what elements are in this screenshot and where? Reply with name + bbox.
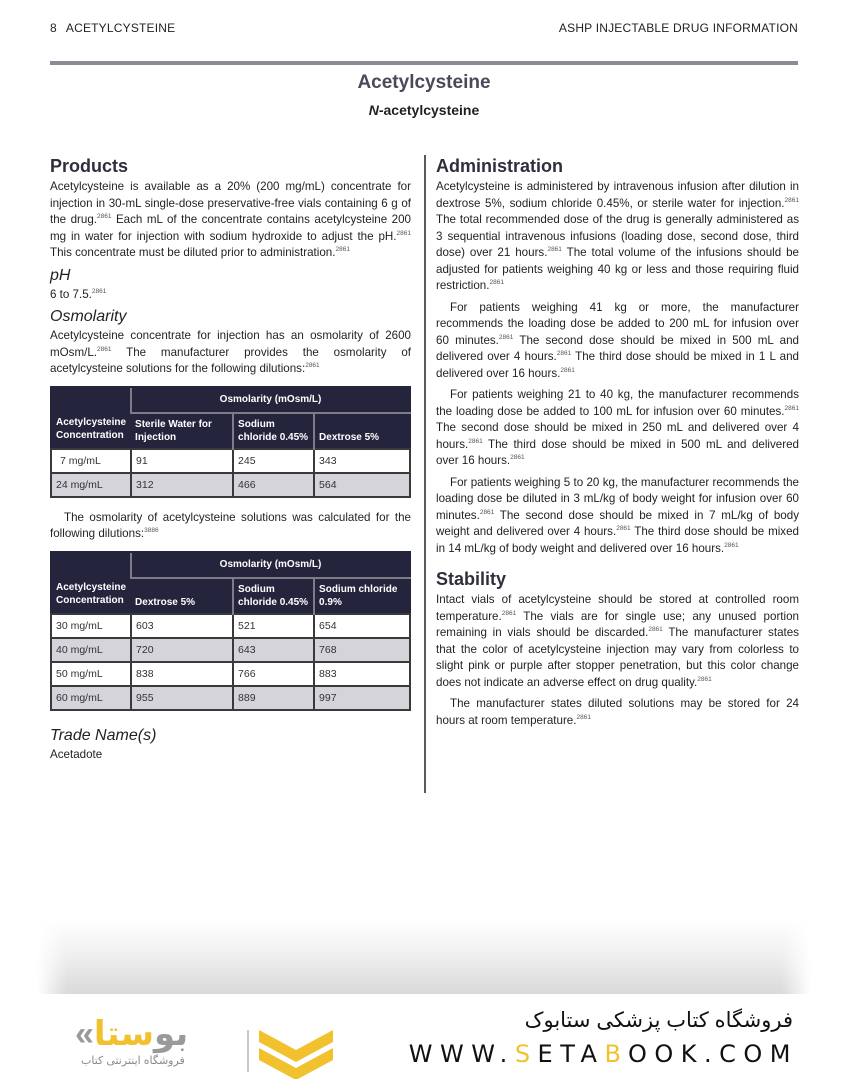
page-number: 8 (50, 21, 57, 35)
column-header: Sodium chloride 0.9% (314, 578, 410, 614)
ph-heading: pH (50, 266, 71, 284)
osmolarity-calculated-text (50, 510, 411, 543)
text-run: The total volume of the infusions should be adjusted for patients weighing 40 kg or less and those requiring fluid restriction. (436, 246, 799, 292)
table-cell: 955 (131, 686, 233, 710)
table-cell: 312 (131, 473, 233, 497)
text-run: The total recommended dose of the drug is generally administered as 3 sequential intravenous infusions (loading dose, second dose, third dose) over 21 hours. (436, 213, 799, 259)
text-run: This concentrate must be diluted prior to administration. (50, 246, 336, 259)
text-run: The vials are for single use; any unused portion remaining in vials should be discarded. (436, 609, 799, 639)
table-cell: 997 (314, 686, 410, 710)
book-title: ASHP INJECTABLE DRUG INFORMATION (558, 21, 798, 35)
text-run: Acetylcysteine is administered by intravenous infusion after dilution in dextrose 5%, sodium chloride 0.45%, or sterile water for injection. (436, 180, 799, 210)
table-cell: 50 mg/mL (51, 662, 131, 686)
table-row (51, 614, 410, 638)
column-header: Dextrose 5% (131, 578, 233, 614)
table-cell: 768 (314, 638, 410, 662)
text-run: The manufacturer states diluted solutions may be stored for 24 hours at room temperature. (436, 697, 799, 727)
text-run: The manufacturer states that the color of acetylcysteine injection may vary from colorless to slight pink or purple after stopper penetration, but this color change does not indicate an adverse effect on drug quality. (436, 626, 799, 689)
reference: 2861 (576, 713, 591, 721)
table-row (51, 686, 410, 710)
osmolarity-heading: Osmolarity (50, 308, 127, 325)
table-cell: 91 (131, 449, 233, 473)
group-header: Osmolarity (mOsm/L) (131, 552, 410, 578)
subtitle-prefix: N (368, 102, 379, 118)
left-column (50, 154, 411, 763)
stability-paragraph (436, 592, 799, 691)
monograph-subtitle (0, 102, 848, 118)
reference: 2861 (498, 333, 514, 341)
table-cell: 564 (314, 473, 410, 497)
reference: 2861 (489, 279, 504, 286)
reference: 2861 (648, 626, 663, 633)
ph-text (50, 287, 411, 304)
group-header: Osmolarity (mOsm/L) (131, 387, 410, 413)
header-rule (50, 61, 798, 65)
text-run: For patients weighing 5 to 20 kg, the manufacturer recommends the loading dose be diluted in 3 mL/kg of body weight for infusion over 60 minutes. (436, 475, 799, 522)
administration-paragraph (436, 300, 799, 383)
text-run: The third dose should be mixed in 14 mL/kg of body weight and delivered over 16 hours. (436, 525, 799, 555)
running-head (50, 21, 798, 37)
osmolarity-text (50, 328, 411, 378)
table-row (51, 638, 410, 662)
reference: 2861 (468, 437, 483, 445)
column-header: Sterile Water for Injection (131, 413, 233, 449)
administration-paragraph (436, 475, 799, 558)
row-header: Acetylcysteine Concentration (51, 387, 131, 449)
reference: 2861 (396, 229, 411, 237)
text-run: Acetylcysteine is available as a 20% (200 mg/mL) concentrate for injection in 30-mL single-dose preservative-free vials containing 6 g of the drug. (50, 180, 411, 226)
reference: 2861 (616, 525, 631, 532)
shop-url (409, 1040, 798, 1068)
reference: 2861 (510, 454, 525, 461)
reference: 2861 (784, 404, 799, 412)
table-cell: 343 (314, 449, 410, 473)
table-cell: 40 mg/mL (51, 638, 131, 662)
row-header: Acetylcysteine Concentration (51, 552, 131, 614)
logo-separator (247, 1030, 249, 1072)
right-column (436, 154, 799, 729)
table-cell: 466 (233, 473, 314, 497)
logo-gray-part: «بو (75, 1015, 189, 1053)
column-divider (424, 155, 426, 793)
reference: 3886 (144, 527, 159, 534)
setabook-logo (75, 1008, 340, 1078)
trade-names-text: Acetadote (50, 747, 103, 761)
running-head-left (50, 21, 175, 35)
text-run: For patients weighing 21 to 40 kg, the manufacturer recommends the loading dose be added to 100 mL for infusion over 60 minutes. (436, 388, 799, 418)
logo-tagline: فروشگاه اینترنتی کتاب (81, 1055, 185, 1067)
section-name: ACETYLCYSTEINE (65, 21, 176, 35)
text-run: Intact vials of acetylcysteine should be stored at controlled room temperature. (436, 593, 799, 623)
url-highlight: B (604, 1040, 628, 1068)
url-part: ETA (537, 1040, 605, 1068)
products-heading: Products (50, 156, 129, 176)
administration-heading: Administration (436, 156, 564, 176)
reference: 2861 (556, 350, 572, 357)
reference: 2861 (91, 287, 107, 295)
administration-paragraph (436, 387, 799, 470)
reference: 2861 (97, 213, 112, 220)
monograph-title: Acetylcysteine (357, 72, 491, 93)
logo-gold-part: ستا (93, 1015, 155, 1053)
table-cell: 24 mg/mL (51, 473, 131, 497)
osmolarity-table-calculated (50, 551, 411, 711)
reference: 2861 (724, 541, 739, 549)
table-row (51, 662, 410, 686)
reference: 2861 (784, 196, 799, 204)
table-cell: 7 mg/mL (51, 449, 131, 473)
text-run: The osmolarity of acetylcysteine solutions was calculated for the following dilutions: (50, 510, 411, 540)
text-run: The second dose should be mixed in 7 mL/kg of body weight and delivered over 4 hours. (436, 508, 799, 538)
table-cell: 603 (131, 614, 233, 638)
reference: 2861 (697, 675, 712, 683)
reference: 2861 (335, 246, 350, 253)
stability-heading: Stability (436, 569, 507, 589)
reference: 2861 (97, 345, 112, 353)
text-run: The second dose should be mixed in 500 mL and delivered over 4 hours. (436, 333, 799, 363)
trade-names-heading: Trade Name(s) (50, 726, 157, 744)
column-header: Dextrose 5% (314, 413, 410, 449)
table-row (51, 473, 410, 497)
administration-paragraph (436, 179, 799, 295)
reference: 2861 (560, 366, 575, 374)
table-row (51, 449, 410, 473)
products-text (50, 179, 411, 262)
text-run: Each mL of the concentrate contains acetylcysteine 200 mg in water for injection with sodium hydroxide to adjust the pH. (50, 213, 411, 243)
table-cell: 654 (314, 614, 410, 638)
url-highlight: S (514, 1040, 538, 1068)
table-cell: 643 (233, 638, 314, 662)
text-run: The manufacturer provides the osmolarity of acetylcysteine solutions for the following dilutions: (50, 345, 411, 375)
text-run: 6 to 7.5. (50, 287, 92, 301)
text-run: The second dose should be mixed in 250 mL and delivered over 4 hours. (436, 421, 799, 451)
logo-wordmark (75, 1014, 188, 1054)
subtitle-rest: -acetylcysteine (378, 102, 480, 118)
stability-paragraph (436, 696, 799, 729)
table-cell: 245 (233, 449, 314, 473)
table-cell: 60 mg/mL (51, 686, 131, 710)
url-part: OOK.COM (627, 1040, 798, 1068)
column-header: Sodium chloride 0.45% (233, 578, 314, 614)
column-header: Sodium chloride 0.45% (233, 413, 314, 449)
text-run: For patients weighing 41 kg or more, the manufacturer recommends the loading dose be added to 200 mL for infusion over 60 minutes. (436, 300, 799, 347)
table-cell: 766 (233, 662, 314, 686)
reference: 2861 (501, 609, 517, 617)
chevron-logo-icon (259, 1026, 333, 1079)
text-run: Acetylcysteine concentrate for injection has an osmolarity of 2600 mOsm/L. (50, 329, 411, 359)
table-cell: 889 (233, 686, 314, 710)
shop-name: فروشگاه کتاب پزشکی ستابوک (524, 1009, 793, 1032)
footer-fade (37, 918, 811, 994)
url-part: WWW. (408, 1040, 515, 1068)
table-cell: 838 (131, 662, 233, 686)
table-cell: 720 (131, 638, 233, 662)
text-run: The third dose should be mixed in 500 mL and delivered over 16 hours. (436, 437, 799, 467)
table-cell: 521 (233, 614, 314, 638)
reference: 2861 (305, 362, 320, 369)
osmolarity-table-manufacturer (50, 386, 411, 498)
table-cell: 30 mg/mL (51, 614, 131, 638)
text-run: The third dose should be mixed in 1 L and delivered over 16 hours. (436, 350, 799, 380)
table-cell: 883 (314, 662, 410, 686)
reference: 2861 (479, 508, 495, 516)
reference: 2861 (547, 246, 562, 253)
